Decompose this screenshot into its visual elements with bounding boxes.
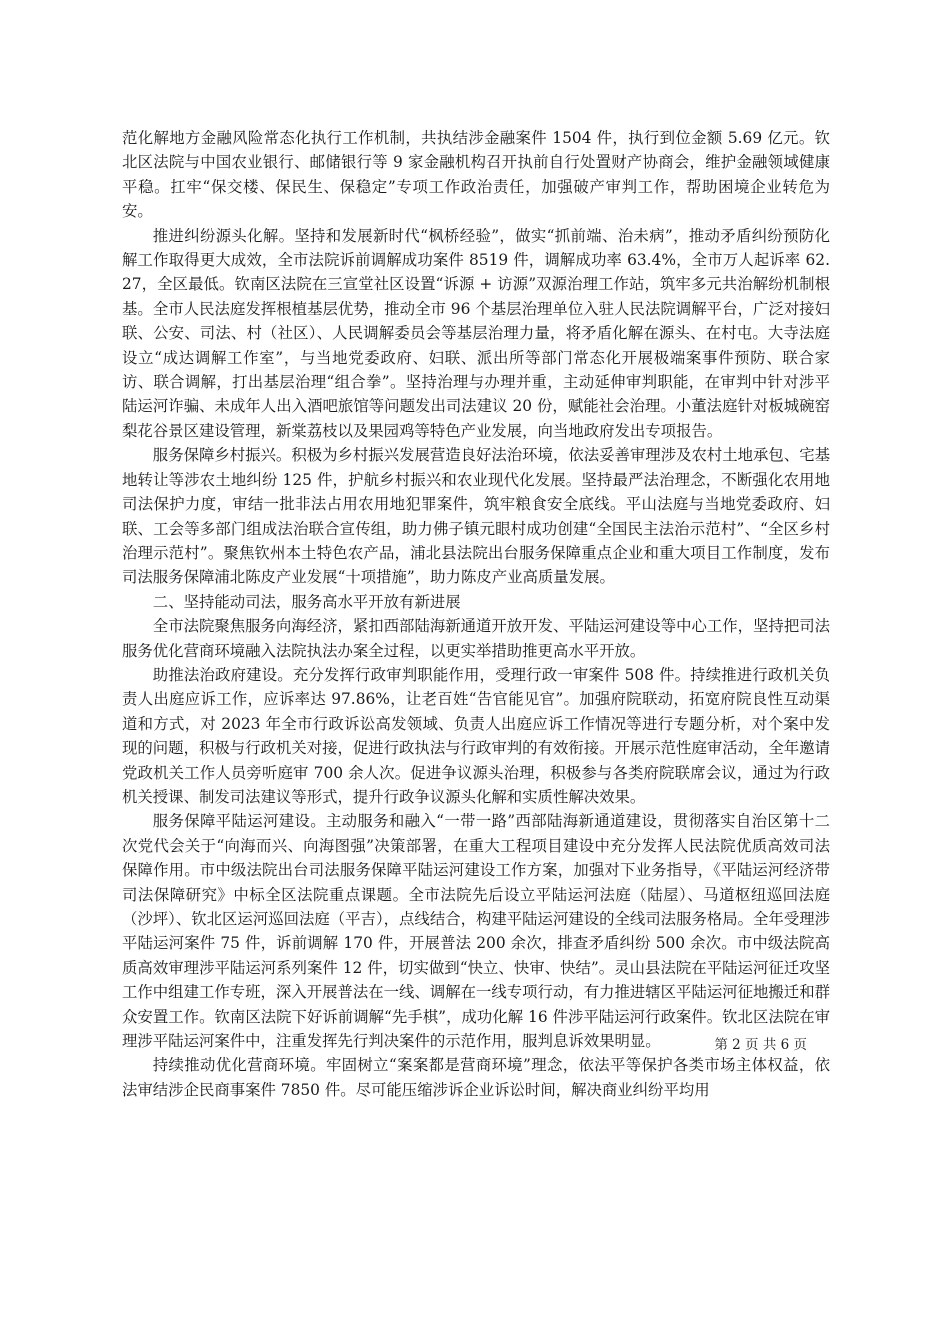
section-heading-2: 二、坚持能动司法，服务高水平开放有新进展	[152, 592, 461, 611]
paragraph-financial-risk: 范化解地方金融风险常态化执行工作机制，共执结涉金融案件 1504 件，执行到位金额 5.69 亿元。钦北区法院与中国农业银行、邮储银行等 9 家金融机构召开执前自行处置财产协商会，维护金融领域健康平稳。扛牢“保交楼、保民生、保稳定”专项工作政治责任，加强破产审判工作，帮助困境企业转危为安。	[122, 129, 830, 221]
paragraph-rule-of-law-government: 助推法治政府建设。充分发挥行政审判职能作用，受理行政一审案件 508 件。持续推进行政机关负责人出庭应诉工作，应诉率达 97.86%，让老百姓“告官能见官”。加强府院联动，拓宽府院良性互动渠道和方式，对 2023 年全市行政诉讼高发领域、负责人出庭应诉工作情况等进行专题分析，对个案中发现的问题，积极与行政机关对接，促进行政执法与行政审判的有效衔接。开展示范性庭审活动，全年邀请党政机关工作人员旁听庭审 700 余人次。促进争议源头治理，积极参与各类府院联席会议，通过为行政机关授课、制发司法建议等形式，提升行政争议源头化解和实质性解决效果。	[122, 665, 830, 806]
paragraph-rural-revitalization: 服务保障乡村振兴。积极为乡村振兴发展营造良好法治环境，依法妥善审理涉及农村土地承包、宅基地转让等涉农土地纠纷 125 件，护航乡村振兴和农业现代化发展。坚持最严法治理念，不断强化农用地司法保护力度，审结一批非法占用农用地犯罪案件，筑牢粮食安全底线。平山法庭与当地党委政府、妇联、工会等多部门组成法治联合宣传组，助力佛子镇元眼村成功创建“全国民主法治示范村”、“全区乡村治理示范村”。聚焦钦州本土特色农产品，浦北县法院出台服务保障重点企业和重大项目工作制度，发布司法服务保障浦北陈皮产业发展“十项措施”，助力陈皮产业高质量发展。	[122, 446, 830, 587]
paragraph-pinglu-canal: 服务保障平陆运河建设。主动服务和融入“一带一路”西部陆海新通道建设，贯彻落实自治区第十二次党代会关于“向海而兴、向海图强”决策部署，在重大工程项目建设中充分发挥人民法院优质高效司法保障作用。市中级法院出台司法服务保障平陆运河建设工作方案，加强对下业务指导，《平陆运河经济带司法保障研究》中标全区法院重点课题。全市法院先后设立平陆运河法庭（陆屋）、马道枢纽巡回法庭（沙坪）、钦北区运河巡回法庭（平吉），点线结合，构建平陆运河建设的全线司法服务格局。全年受理涉平陆运河案件 75 件，诉前调解 170 件，开展普法 200 余次，排查矛盾纠纷 500 余次。市中级法院高质高效审理涉平陆运河系列案件 12 件，切实做到“快立、快审、快结”。灵山县法院在平陆运河征迁攻坚工作中组建工作专班，深入开展普法在一线、调解在一线专项行动，有力推进辖区平陆运河征地搬迁和群众安置工作。钦南区法院下好诉前调解“先手棋”，成功化解 16 件涉平陆运河行政案件。钦北区法院在审理涉平陆运河案件中，注重发挥先行判决案件的示范作用，服判息诉效果明显。	[122, 812, 830, 1051]
paragraph-section-intro: 全市法院聚焦服务向海经济，紧扣西部陆海新通道开放开发、平陆运河建设等中心工作，坚持把司法服务优化营商环境融入法院执法办案全过程，以更实举措助推更高水平开放。	[122, 617, 830, 660]
paragraph-dispute-resolution: 推进纠纷源头化解。坚持和发展新时代“枫桥经验”，做实“抓前端、治未病”，推动矛盾纠纷预防化解工作取得更大成效，全市法院诉前调解成功案件 8519 件，调解成功率 63.4%，全市万人起诉率 62.27，全区最低。钦南区法院在三宣堂社区设置“诉源 + 访源”双源治理工作站，筑牢多元共治解纷机制根基。全市人民法庭发挥根植基层优势，推动全市 96 个基层治理单位入驻人民法院调解平台，广泛对接妇联、公安、司法、村（社区）、人民调解委员会等基层治理力量，将矛盾化解在源头、在村屯。大寺法庭设立“成达调解工作室”，与当地党委政府、妇联、派出所等部门常态化开展极端案事件预防、联合家访、联合调解，打出基层治理“组合拳”。坚持治理与办理并重，主动延伸审判职能，在审判中针对涉平陆运河诈骗、未成年人出入酒吧旅馆等问题发出司法建议 20 份，赋能社会治理。小董法庭针对板城碗窑梨花谷景区建设管理，新棠荔枝以及果园鸡等特色产业发展，向当地政府发出专项报告。	[122, 226, 830, 440]
paragraph-business-environment: 持续推动优化营商环境。牢固树立“案案都是营商环境”理念，依法平等保护各类市场主体权益，依法审结涉企民商事案件 7850 件。尽可能压缩涉诉企业诉讼时间，解决商业纠纷平均用	[122, 1056, 830, 1099]
page-number-footer: 第 2 页 共 6 页	[714, 1037, 807, 1053]
